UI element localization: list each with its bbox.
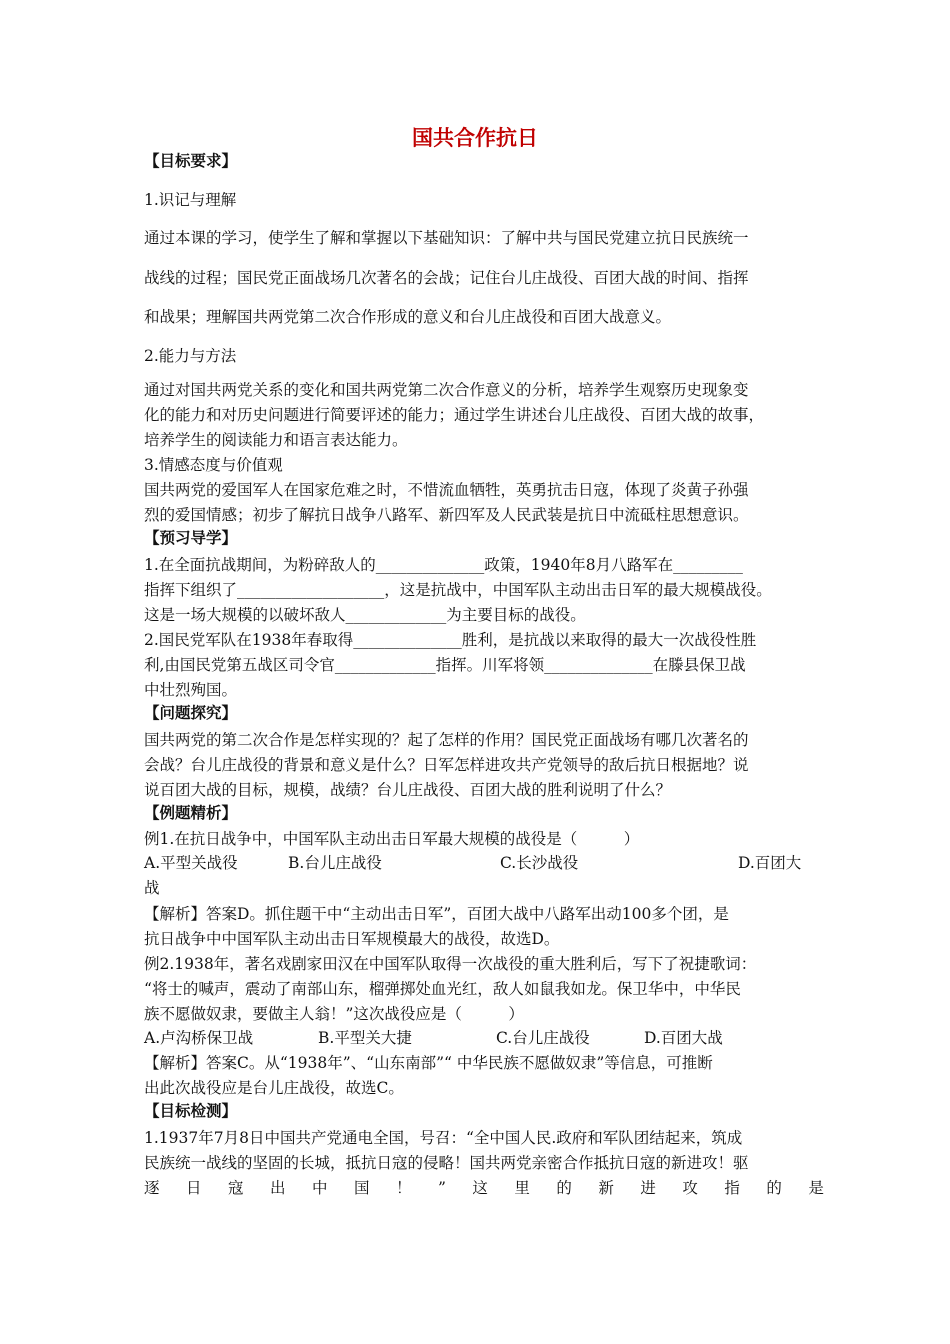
preview-line: 1.在全面抗战期间，为粉碎敌人的______________政策，1940年8月八路军在_________	[144, 556, 743, 574]
heading-check: 【目标检测】	[144, 1102, 238, 1120]
heading-examples: 【例题精析】	[144, 804, 238, 822]
check-line-char: 指	[724, 1179, 740, 1197]
check-line: 民族统一战线的坚固的长城，抵抗日寇的侵略！国共两党亲密合作抵抗日寇的新进攻！驱	[144, 1154, 749, 1172]
example2-analysis: 出此次战役应是台儿庄战役，故选C。	[144, 1079, 404, 1097]
example2-question: 族不愿做奴隶，要做主人翁！”这次战役应是（ ）	[144, 1005, 524, 1023]
check-line-char: ！	[396, 1179, 412, 1197]
preview-line: 指挥下组织了___________________，这是抗战中，中国军队主动出击日军的最大规模战役。	[144, 581, 772, 599]
check-line-char: 中	[312, 1179, 328, 1197]
example2-analysis: 【解析】答案C。从“1938年”、“山东南部”“ 中华民族不愿做奴隶”等信息，可推断	[144, 1054, 713, 1072]
example1-option-b: B.台儿庄战役	[288, 854, 382, 872]
check-line-char: 的	[556, 1179, 572, 1197]
example1-option-c: C.长沙战役	[500, 854, 579, 872]
check-line-char: 是	[808, 1179, 824, 1197]
inquiry-line: 国共两党的第二次合作是怎样实现的？起了怎样的作用？国民党正面战场有哪几次著名的	[144, 731, 749, 749]
example1-analysis: 【解析】答案D。抓住题干中“主动出击日军”，百团大战中八路军出动100多个团，是	[144, 905, 729, 923]
example1-option-a: A.平型关战役	[144, 854, 238, 872]
goals-section2-line: 通过对国共两党关系的变化和国共两党第二次合作意义的分析，培养学生观察历史现象变	[144, 381, 749, 399]
goals-section1-title: 1.识记与理解	[144, 191, 237, 209]
check-line-char: 这	[472, 1179, 488, 1197]
check-line-char: 国	[354, 1179, 370, 1197]
check-line-char: 里	[514, 1179, 530, 1197]
check-line-char: 寇	[228, 1179, 244, 1197]
example2-option-a: A.卢沟桥保卫战	[144, 1029, 254, 1047]
example2-question: “将士的喊声，震动了南部山东，榴弹掷处血光红，敌人如鼠我如龙。保卫华中，中华民	[144, 980, 741, 998]
check-line-char: 新	[598, 1179, 614, 1197]
check-line-char: 的	[766, 1179, 782, 1197]
check-line-char: 日	[186, 1179, 202, 1197]
preview-line: 利,由国民党第五战区司令官_____________指挥。川军将领______________在滕县保卫战	[144, 656, 746, 674]
heading-preview: 【预习导学】	[144, 529, 238, 547]
example2-question: 例2.1938年，著名戏剧家田汉在中国军队取得一次战役的重大胜利后，写下了祝捷歌词：	[144, 955, 757, 973]
check-line-char: 攻	[682, 1179, 698, 1197]
check-line-char: 出	[270, 1179, 286, 1197]
inquiry-line: 会战？台儿庄战役的背景和意义是什么？日军怎样进攻共产党领导的敌后抗日根据地？说	[144, 756, 749, 774]
goals-section1-line: 通过本课的学习，使学生了解和掌握以下基础知识：了解中共与国民党建立抗日民族统一	[144, 229, 749, 247]
page-title: 国共合作抗日	[412, 126, 538, 150]
goals-section3-line: 烈的爱国情感；初步了解抗日战争八路军、新四军及人民武装是抗日中流砥柱思想意识。	[144, 506, 749, 524]
check-line-char: ”	[438, 1179, 446, 1197]
check-line: 1.1937年7月8日中国共产党通电全国，号召：“全中国人民.政府和军队团结起来，筑成	[144, 1129, 743, 1147]
example1-analysis: 抗日战争中中国军队主动出击日军规模最大的战役，故选D。	[144, 930, 560, 948]
check-line-char: 逐	[144, 1179, 160, 1197]
preview-line: 中壮烈殉国。	[144, 681, 238, 699]
example1-option-d: D.百团大	[738, 854, 802, 872]
example2-option-b: B.平型关大捷	[318, 1029, 412, 1047]
check-line-spread	[144, 1178, 824, 1198]
goals-section3-title: 3.情感态度与价值观	[144, 456, 283, 474]
goals-section2-title: 2.能力与方法	[144, 347, 237, 365]
goals-section3-line: 国共两党的爱国军人在国家危难之时，不惜流血牺牲，英勇抗击日寇，体现了炎黄子孙强	[144, 481, 749, 499]
example1-question: 例1.在抗日战争中，中国军队主动出击日军最大规模的战役是（ ）	[144, 830, 640, 848]
goals-section2-line: 化的能力和对历史问题进行简要评述的能力；通过学生讲述台儿庄战役、百团大战的故事，	[144, 406, 765, 424]
example1-option-wrap: 战	[144, 879, 160, 897]
goals-section2-line: 培养学生的阅读能力和语言表达能力。	[144, 431, 408, 449]
goals-section1-line: 和战果；理解国共两党第二次合作形成的意义和台儿庄战役和百团大战意义。	[144, 308, 672, 326]
example2-option-d: D.百团大战	[644, 1029, 723, 1047]
inquiry-line: 说百团大战的目标，规模，战绩？台儿庄战役、百团大战的胜利说明了什么？	[144, 781, 672, 799]
preview-line: 这是一场大规模的以破坏敌人_____________为主要目标的战役。	[144, 606, 586, 624]
check-line-char: 进	[640, 1179, 656, 1197]
example2-option-c: C.台儿庄战役	[496, 1029, 590, 1047]
heading-inquiry: 【问题探究】	[144, 704, 238, 722]
heading-goals: 【目标要求】	[144, 152, 238, 170]
preview-line: 2.国民党军队在1938年春取得______________胜利，是抗战以来取得的最大一次战役性胜	[144, 631, 757, 649]
goals-section1-line: 战线的过程；国民党正面战场几次著名的会战；记住台儿庄战役、百团大战的时间、指挥	[144, 269, 749, 287]
